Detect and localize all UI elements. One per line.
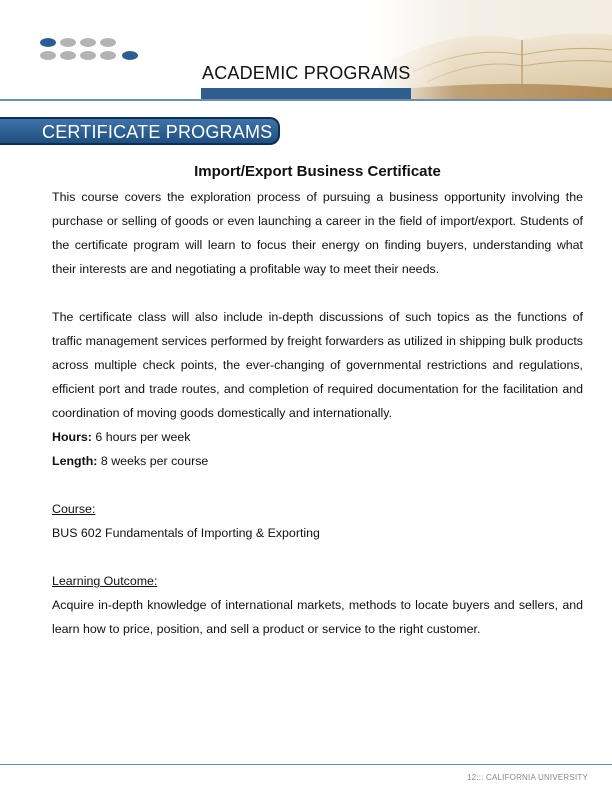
logo-dots [40, 38, 150, 64]
length-line [52, 449, 583, 473]
outcome-text: Acquire in-depth knowledge of international markets, methods to locate buyers and sellers, and learn how to price, position, and sell a product or service to the right customer. [52, 598, 583, 636]
hours-line [52, 425, 583, 449]
section-title: CERTIFICATE PROGRAMS [42, 122, 273, 142]
course-text: BUS 602 Fundamentals of Importing & Exporting [52, 526, 320, 540]
length-label: Length: [52, 454, 98, 468]
document-content [52, 161, 583, 641]
header-divider [0, 99, 612, 101]
header-title: ACADEMIC PROGRAMS [202, 63, 411, 83]
document-title: Import/Export Business Certificate [194, 163, 441, 180]
footer-divider [0, 764, 612, 765]
footer-text: 12::: CALIFORNIA UNIVERSITY [467, 773, 588, 782]
outcome-heading: Learning Outcome: [52, 574, 158, 588]
intro-paragraph: This course covers the exploration process of pursuing a business opportunity involving the purchase or selling of goods or even launching a career in the field of import/export. Students of the certificate program will learn to focus their energy on finding buyers, understanding what their interests are and negotiating a profitable way to meet their needs. [52, 190, 583, 276]
open-book-image [372, 0, 612, 100]
hours-value: 6 hours per week [91, 430, 191, 444]
hours-label: Hours: [52, 430, 92, 444]
details-paragraph: The certificate class will also include in-depth discussions of such topics as the functions of traffic management services performed by freight forwarders as utilized in shipping bulk products across multiple check points, the ever-changing of governmental restrictions and regulations, efficient port and trade routes, and completion of required documentation for the facilitation and coordination of moving goods domestically and internationally. [52, 310, 583, 420]
section-banner [0, 117, 280, 145]
course-heading: Course: [52, 502, 96, 516]
length-value: 8 weeks per course [97, 454, 209, 468]
header-accent-bar [201, 88, 411, 99]
